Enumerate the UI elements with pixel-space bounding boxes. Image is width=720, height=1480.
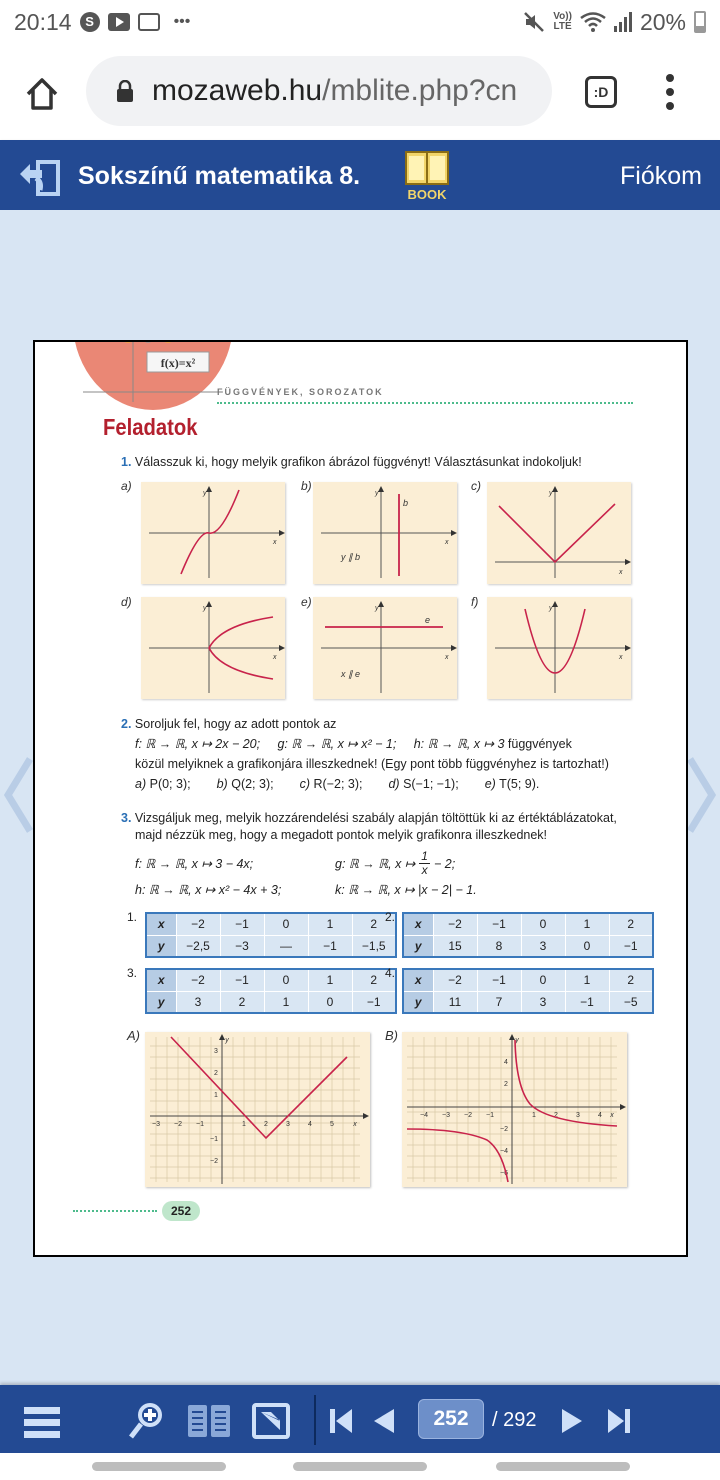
clock: 20:14 bbox=[14, 8, 72, 35]
svg-text:x: x bbox=[619, 569, 623, 576]
wifi-icon bbox=[580, 12, 606, 32]
svg-text:−6: −6 bbox=[500, 1170, 508, 1177]
battery-icon bbox=[694, 11, 706, 33]
svg-text:−3: −3 bbox=[442, 1112, 450, 1119]
graph-a-cubic bbox=[141, 482, 285, 584]
svg-text:b: b bbox=[403, 498, 409, 508]
graph-c-absolute-value bbox=[487, 482, 631, 584]
system-navigation-bar bbox=[0, 1453, 720, 1480]
book-icon[interactable] bbox=[403, 150, 451, 202]
svg-text:y: y bbox=[549, 605, 553, 612]
svg-text:x: x bbox=[273, 654, 277, 661]
svg-text:−2: −2 bbox=[500, 1126, 508, 1133]
browser-toolbar bbox=[0, 44, 720, 139]
svg-text:−2: −2 bbox=[210, 1158, 218, 1165]
svg-text:4: 4 bbox=[308, 1121, 312, 1128]
svg-text:1: 1 bbox=[532, 1112, 536, 1119]
svg-text:−1: −1 bbox=[210, 1136, 218, 1143]
exercise-2: 2. Soroljuk fel, hogy az adott pontok az f: ℝ → ℝ, x ↦ 2x − 20; g: ℝ → ℝ, x ↦ x² − 1; h: ℝ → ℝ, x ↦ 3 függvények közül melyiknek a grafikonjára illeszkednek! (Egy pont több függvényhez is tartozhat!) a) P(0; 3); b) Q(2; 3); c) R(−2; 3); d) S(−1; −1); e) T(5; 9). bbox=[121, 717, 609, 791]
svg-text:y: y bbox=[203, 605, 207, 612]
svg-text:y: y bbox=[203, 490, 207, 497]
chapter-heading: FÜGGVÉNYEK, SOROZATOK bbox=[217, 387, 384, 397]
account-link[interactable]: Fiókom bbox=[620, 162, 702, 190]
volte-icon: Vo)) LTE bbox=[553, 11, 572, 32]
svg-text:2: 2 bbox=[504, 1081, 508, 1088]
svg-text:1: 1 bbox=[242, 1121, 246, 1128]
page-number-badge: 252 bbox=[162, 1201, 200, 1221]
svg-text:y: y bbox=[549, 490, 553, 497]
app-header bbox=[0, 140, 720, 210]
back-exit-icon[interactable] bbox=[18, 160, 60, 196]
svg-text:−3: −3 bbox=[152, 1121, 160, 1128]
address-bar[interactable] bbox=[86, 56, 552, 126]
nav-gesture-left[interactable] bbox=[92, 1462, 226, 1471]
svg-text:−2: −2 bbox=[464, 1112, 472, 1119]
svg-text:y: y bbox=[375, 490, 379, 497]
svg-text:−1: −1 bbox=[196, 1121, 204, 1128]
first-page-icon[interactable] bbox=[330, 1409, 352, 1433]
svg-text:4: 4 bbox=[598, 1112, 602, 1119]
header-rule bbox=[217, 402, 633, 404]
svg-text:5: 5 bbox=[330, 1121, 334, 1128]
graph-e-horizontal-line bbox=[313, 597, 457, 699]
svg-text:y: y bbox=[515, 1037, 519, 1044]
next-page-icon[interactable] bbox=[562, 1409, 582, 1433]
footer-rule bbox=[73, 1210, 157, 1212]
svg-text:2: 2 bbox=[264, 1121, 268, 1128]
lock-icon bbox=[116, 80, 134, 102]
s-app-icon: S bbox=[80, 12, 100, 32]
exercise-3-text: 3. Vizsgáljuk meg, melyik hozzárendelési szabály alapján töltöttük ki az értéktáblázatokat, majd nézzük meg, hogy a megadott pontok melyik grafikonra illeszkednek! bbox=[121, 811, 617, 842]
svg-text:y: y bbox=[375, 605, 379, 612]
graph-d-sideways-parabola bbox=[141, 597, 285, 699]
page-number-input[interactable]: 252 bbox=[418, 1399, 484, 1439]
hamburger-menu-icon[interactable] bbox=[24, 1407, 60, 1439]
svg-text:x: x bbox=[445, 654, 449, 661]
svg-text:1: 1 bbox=[214, 1092, 218, 1099]
prev-page-arrow-icon[interactable] bbox=[4, 755, 34, 835]
signal-icon bbox=[614, 12, 632, 32]
value-table-1: x −2 −1 0 1 2 y −2,5 −3 — −1 −1,5 bbox=[145, 912, 397, 958]
value-table-4: x −2 −1 0 1 2 y 11 7 3 −1 −5 bbox=[402, 968, 654, 1014]
book-page: f(x)=x² FÜGGVÉNYEK, SOROZATOK Feladatok 1. Válasszuk ki, hogy melyik grafikon ábrázol függvényt! Választásunkat indokoljuk! a) y x b) y x b y ∥ b c) y x d) y x e) y x e x ∥ e f) y x 2. Soroljuk fel, hogy az adott pontok az f: ℝ → ℝ, x ↦ 2x − 20; g: ℝ → ℝ, x ↦ x² − 1; h: ℝ → ℝ, x ↦ 3 függvények közül melyiknek a grafikonjára illeszkednek! (Egy pont több függvényhez is tartozhat!) a) P(0; 3); b) Q(2; 3); c) R(−2; 3); d) S(−1; −1); e) T(5; 9). 3. Vizsgáljuk meg, melyik hozzárendelési szabály alapján töltöttük ki az értéktáblázatokat, majd nézzük meg, hogy a megadott pontok melyik grafikonra illeszkednek! f: ℝ → ℝ, x ↦ 3 − 4x; g: ℝ → ℝ, x ↦ 1 x − 2; h: ℝ → ℝ, x ↦ x² − 4x + 3; k: ℝ → ℝ, x ↦ |x − 2| − 1. 1. x −2 −1 0 1 2 y −2,5 −3 — −1 −1,5 2. x −2 −1 0 1 2 y 15 8 3 0 −1 3. x −2 −1 0 1 2 y 3 2 1 0 −1 4. x −2 −1 0 1 2 y 11 7 3 −1 −5 A) −3 −2 −1 1 2 3 4 5 3 2 1 −1 −2 y x B) −4 −3 −2 −1 1 2 3 4 4 2 −2 −4 −6 y x 252 bbox=[33, 340, 688, 1257]
battery-percent: 20% bbox=[639, 8, 686, 35]
next-page-arrow-icon[interactable] bbox=[686, 755, 716, 835]
classroom-icon bbox=[138, 13, 160, 31]
svg-text:2: 2 bbox=[214, 1070, 218, 1077]
section-title: Feladatok bbox=[103, 414, 198, 440]
graph-A-absolute-value bbox=[145, 1032, 370, 1187]
svg-text:4: 4 bbox=[504, 1059, 508, 1066]
home-icon[interactable] bbox=[22, 74, 62, 114]
nav-gesture-right[interactable] bbox=[496, 1462, 630, 1471]
overflow-icon: ••• bbox=[173, 13, 191, 30]
toolbar-separator bbox=[314, 1395, 316, 1445]
status-bar bbox=[0, 0, 720, 44]
graph-B-hyperbola bbox=[402, 1032, 627, 1187]
function-k: k: ℝ → ℝ, x ↦ |x − 2| − 1. bbox=[335, 883, 477, 897]
svg-text:x: x bbox=[353, 1121, 357, 1128]
previous-page-icon[interactable] bbox=[374, 1409, 394, 1433]
function-f: f: ℝ → ℝ, x ↦ 3 − 4x; bbox=[135, 857, 254, 871]
url-domain: mozaweb.hu bbox=[152, 74, 323, 107]
book-title: Sokszínű matematika 8. bbox=[78, 162, 361, 190]
svg-text:−4: −4 bbox=[420, 1112, 428, 1119]
two-page-view-icon[interactable] bbox=[188, 1405, 230, 1437]
svg-text:e: e bbox=[425, 615, 431, 625]
value-table-3: x −2 −1 0 1 2 y 3 2 1 0 −1 bbox=[145, 968, 397, 1014]
value-table-2: x −2 −1 0 1 2 y 15 8 3 0 −1 bbox=[402, 912, 654, 958]
svg-text:x: x bbox=[610, 1112, 614, 1119]
svg-text:BOOK: BOOK bbox=[407, 187, 447, 202]
url-path: /mblite.php?cn bbox=[322, 74, 518, 107]
svg-text:x: x bbox=[273, 539, 277, 546]
mute-icon bbox=[523, 11, 545, 33]
svg-text:f(x)=x²: f(x)=x² bbox=[160, 356, 196, 370]
chapter-banner-graphic bbox=[73, 340, 233, 412]
svg-text:3: 3 bbox=[576, 1112, 580, 1119]
graph-b-vertical-line bbox=[313, 482, 457, 584]
youtube-icon bbox=[108, 13, 130, 31]
total-pages: / 292 bbox=[492, 1409, 537, 1431]
browser-menu-icon[interactable] bbox=[664, 74, 676, 110]
tab-switcher-button[interactable]: :D bbox=[585, 76, 617, 108]
svg-text:−1: −1 bbox=[486, 1112, 494, 1119]
function-g: g: ℝ → ℝ, x ↦ 1 x − 2; bbox=[335, 849, 456, 877]
svg-text:y ∥ b: y ∥ b bbox=[341, 552, 361, 562]
svg-text:3: 3 bbox=[286, 1121, 290, 1128]
svg-text:y: y bbox=[225, 1037, 229, 1044]
svg-text:3: 3 bbox=[214, 1048, 218, 1055]
svg-text:x ∥ e: x ∥ e bbox=[341, 669, 361, 679]
last-page-icon[interactable] bbox=[608, 1409, 630, 1433]
reader-toolbar bbox=[0, 1385, 720, 1453]
svg-text:x: x bbox=[445, 539, 449, 546]
svg-text:2: 2 bbox=[554, 1112, 558, 1119]
svg-text:−4: −4 bbox=[500, 1148, 508, 1155]
function-h: h: ℝ → ℝ, x ↦ x² − 4x + 3; bbox=[135, 883, 282, 897]
nav-gesture-home[interactable] bbox=[293, 1462, 427, 1471]
svg-text:x: x bbox=[619, 654, 623, 661]
fullscreen-icon[interactable] bbox=[252, 1403, 290, 1439]
svg-text:−2: −2 bbox=[174, 1121, 182, 1128]
exercise-1-text: 1. Válasszuk ki, hogy melyik grafikon ábrázol függvényt! Választásunkat indokoljuk! bbox=[121, 455, 582, 469]
graph-f-parabola bbox=[487, 597, 631, 699]
zoom-in-icon[interactable] bbox=[128, 1401, 164, 1441]
